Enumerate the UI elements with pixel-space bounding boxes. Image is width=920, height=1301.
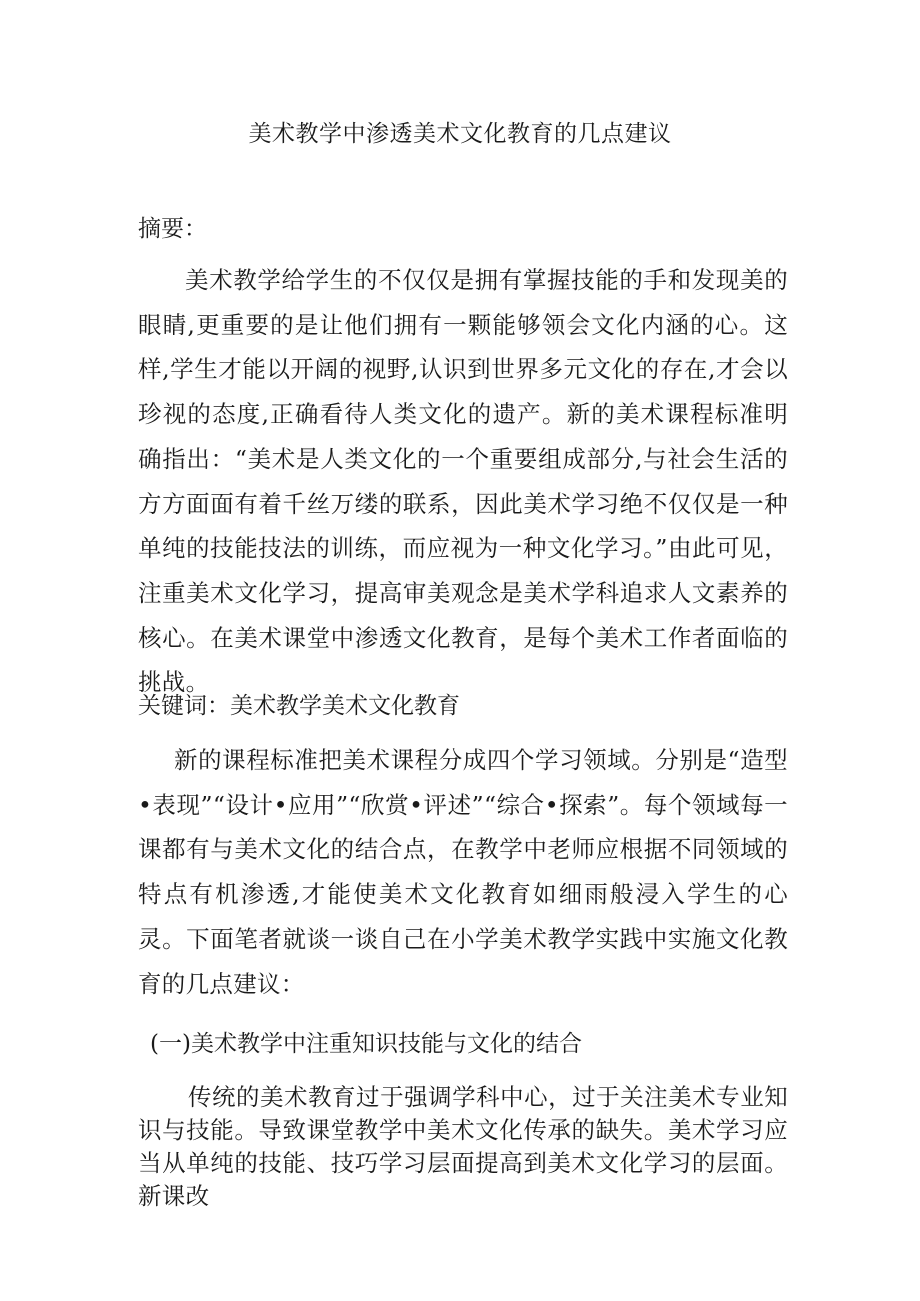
- intro-paragraph: 新的课程标准把美术课程分成四个学习领域。分别是“造型•表现”“设计•应用”“欣赏•评述”“综合•探索”。每个领域每一课都有与美术文化的结合点，在教学中老师应根据不同领域的特点有机渗透,才能使美术文化教育如细雨般浸入学生的心灵。下面笔者就谈一谈自己在小学美术教学实践中实施文化教育的几点建议：: [138, 746, 788, 998]
- section-1-paragraph: 传统的美术教育过于强调学科中心，过于关注美术专业知识与技能。导致课堂教学中美术文化传承的缺失。美术学习应当从单纯的技能、技巧学习层面提高到美术文化学习的层面。新课改: [138, 1083, 788, 1210]
- section-heading-1: (一)美术教学中注重知识技能与文化的结合: [150, 1031, 582, 1057]
- keywords-line: 关键词：美术教学美术文化教育: [138, 693, 460, 719]
- document-title: 美术教学中渗透美术文化教育的几点建议: [248, 121, 672, 147]
- abstract-paragraph: 美术教学给学生的不仅仅是拥有掌握技能的手和发现美的眼睛,更重要的是让他们拥有一颗能够领会文化内涵的心。这样,学生才能以开阔的视野,认识到世界多元文化的存在,才会以珍视的态度,正确看待人类文化的遗产。新的美术课程标准明确指出：“美术是人类文化的一个重要组成部分,与社会生活的方方面面有着千丝万缕的联系，因此美术学习绝不仅仅是一种单纯的技能技法的训练，而应视为一种文化学习。”由此可见，注重美术文化学习，提高审美观念是美术学科追求人文素养的核心。在美术课堂中渗透文化教育，是每个美术工作者面临的挑战。: [138, 266, 788, 697]
- abstract-label: 摘要：: [138, 216, 207, 242]
